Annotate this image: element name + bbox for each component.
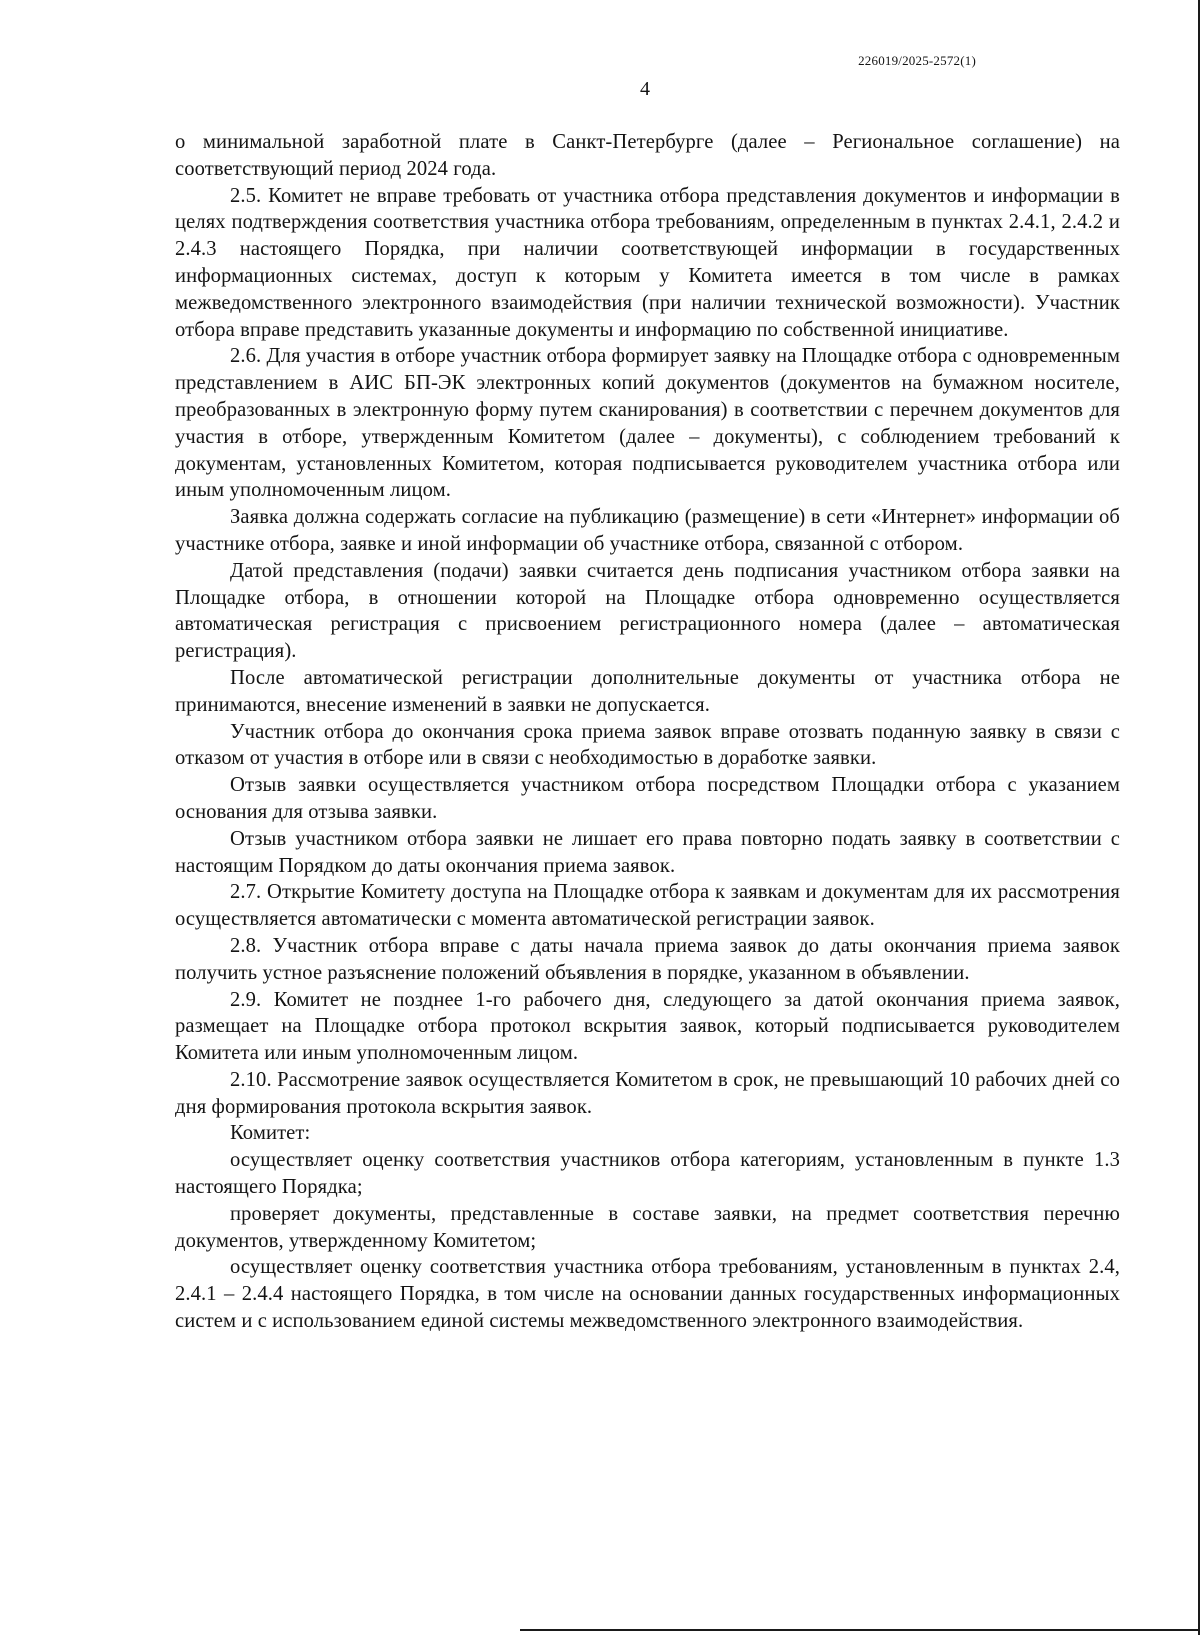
paragraph-assess-requirements: осуществляет оценку соответствия участника отбора требованиям, установленным в пунктах 2.4, 2.4.1 – 2.4.4 настоящего Порядка, в том числе на основании данных государственных информационных систем и с использованием единой системы межведомственного электронного взаимодействия. — [175, 1256, 1120, 1333]
paragraph-check-documents: проверяет документы, представленные в составе заявки, на предмет соответствия перечню документов, утвержденному Комитетом; — [175, 1202, 1120, 1252]
paragraph-2-8: 2.8. Участник отбора вправе с даты начала приема заявок до даты окончания приема заявок получить устное разъяснение положений объявления в порядке, указанном в объявлении. — [175, 934, 1120, 984]
page-number: 4 — [640, 78, 650, 100]
paragraph-consent: Заявка должна содержать согласие на публикацию (размещение) в сети «Интернет» информации об участнике отбора, заявке и иной информации об участнике отбора, связанной с отбором. — [175, 506, 1120, 555]
paragraph-2-7: 2.7. Открытие Комитету доступа на Площадке отбора к заявкам и документам для их рассмотрения осуществляется автоматически с момента автоматической регистрации заявок. — [175, 881, 1120, 931]
paragraph-after-registration: После автоматической регистрации дополнительные документы от участника отбора не принимаются, внесение изменений в заявки не допускается. — [175, 666, 1120, 716]
scan-bottom-line — [520, 1629, 1200, 1631]
paragraph-assess-categories: осуществляет оценку соответствия участников отбора категориям, установленным в пункте 1.3 настоящего Порядка; — [175, 1149, 1120, 1199]
paragraph-2-5: 2.5. Комитет не вправе требовать от участника отбора представления документов и информации в целях подтверждения соответствия участника отбора требованиям, определенным в пунктах 2.4.1, 2.4.2 и 2.4.3 настоящего Порядка, при наличии соответствующей информации в государственных информационных системах, доступ к которым у Комитета имеется в том числе в рамках межведомственного электронного взаимодействия (при наличии технической возможности). Участник отбора вправе представить указанные документы и информацию по собственной инициативе. — [175, 184, 1120, 341]
paragraph-committee: Комитет: — [230, 1122, 311, 1145]
paragraph-2-9: 2.9. Комитет не позднее 1-го рабочего дня, следующего за датой окончания приема заявок, размещает на Площадке отбора протокол вскрытия заявок, который подписывается руководителем Комитета или иным уполномоченным лицом. — [175, 988, 1120, 1065]
paragraph-continuation: о минимальной заработной плате в Санкт-Петербурге (далее – Региональное соглашение) на соответствующий период 2024 года. — [175, 131, 1120, 180]
paragraph-withdraw-method: Отзыв заявки осуществляется участником отбора посредством Площадки отбора с указанием основания для отзыва заявки. — [175, 774, 1120, 823]
document-body — [175, 129, 1120, 1335]
paragraph-submission-date: Датой представления (подачи) заявки считается день подписания участником отбора заявки на Площадке отбора, в отношении которой на Площадке отбора одновременно осуществляется автоматическая регистрация с присвоением регистрационного номера (далее – автоматическая регистрация). — [175, 559, 1120, 663]
paragraph-2-10: 2.10. Рассмотрение заявок осуществляется Комитетом в срок, не превышающий 10 рабочих дней со дня формирования протокола вскрытия заявок. — [175, 1068, 1120, 1118]
paragraph-2-6: 2.6. Для участия в отборе участник отбора формирует заявку на Площадке отбора с одновременным представлением в АИС БП-ЭК электронных копий документов (документов на бумажном носителе, преобразованных в электронную форму путем сканирования) в соответствии с перечнем документов для участия в отборе, утвержденным Комитетом (далее – документы), с соблюдением требований к документам, установленных Комитетом, которая подписывается руководителем участника отбора или иным уполномоченным лицом. — [175, 345, 1120, 502]
paragraph-withdraw-resubmit: Отзыв участником отбора заявки не лишает его права повторно подать заявку в соответствии с настоящим Порядком до даты окончания приема заявок. — [175, 827, 1120, 877]
document-number: 226019/2025-2572(1) — [858, 53, 976, 68]
paragraph-withdraw-right: Участник отбора до окончания срока приема заявок вправе отозвать поданную заявку в связи с отказом от участия в отборе или в связи с необходимостью в доработке заявки. — [175, 720, 1120, 770]
